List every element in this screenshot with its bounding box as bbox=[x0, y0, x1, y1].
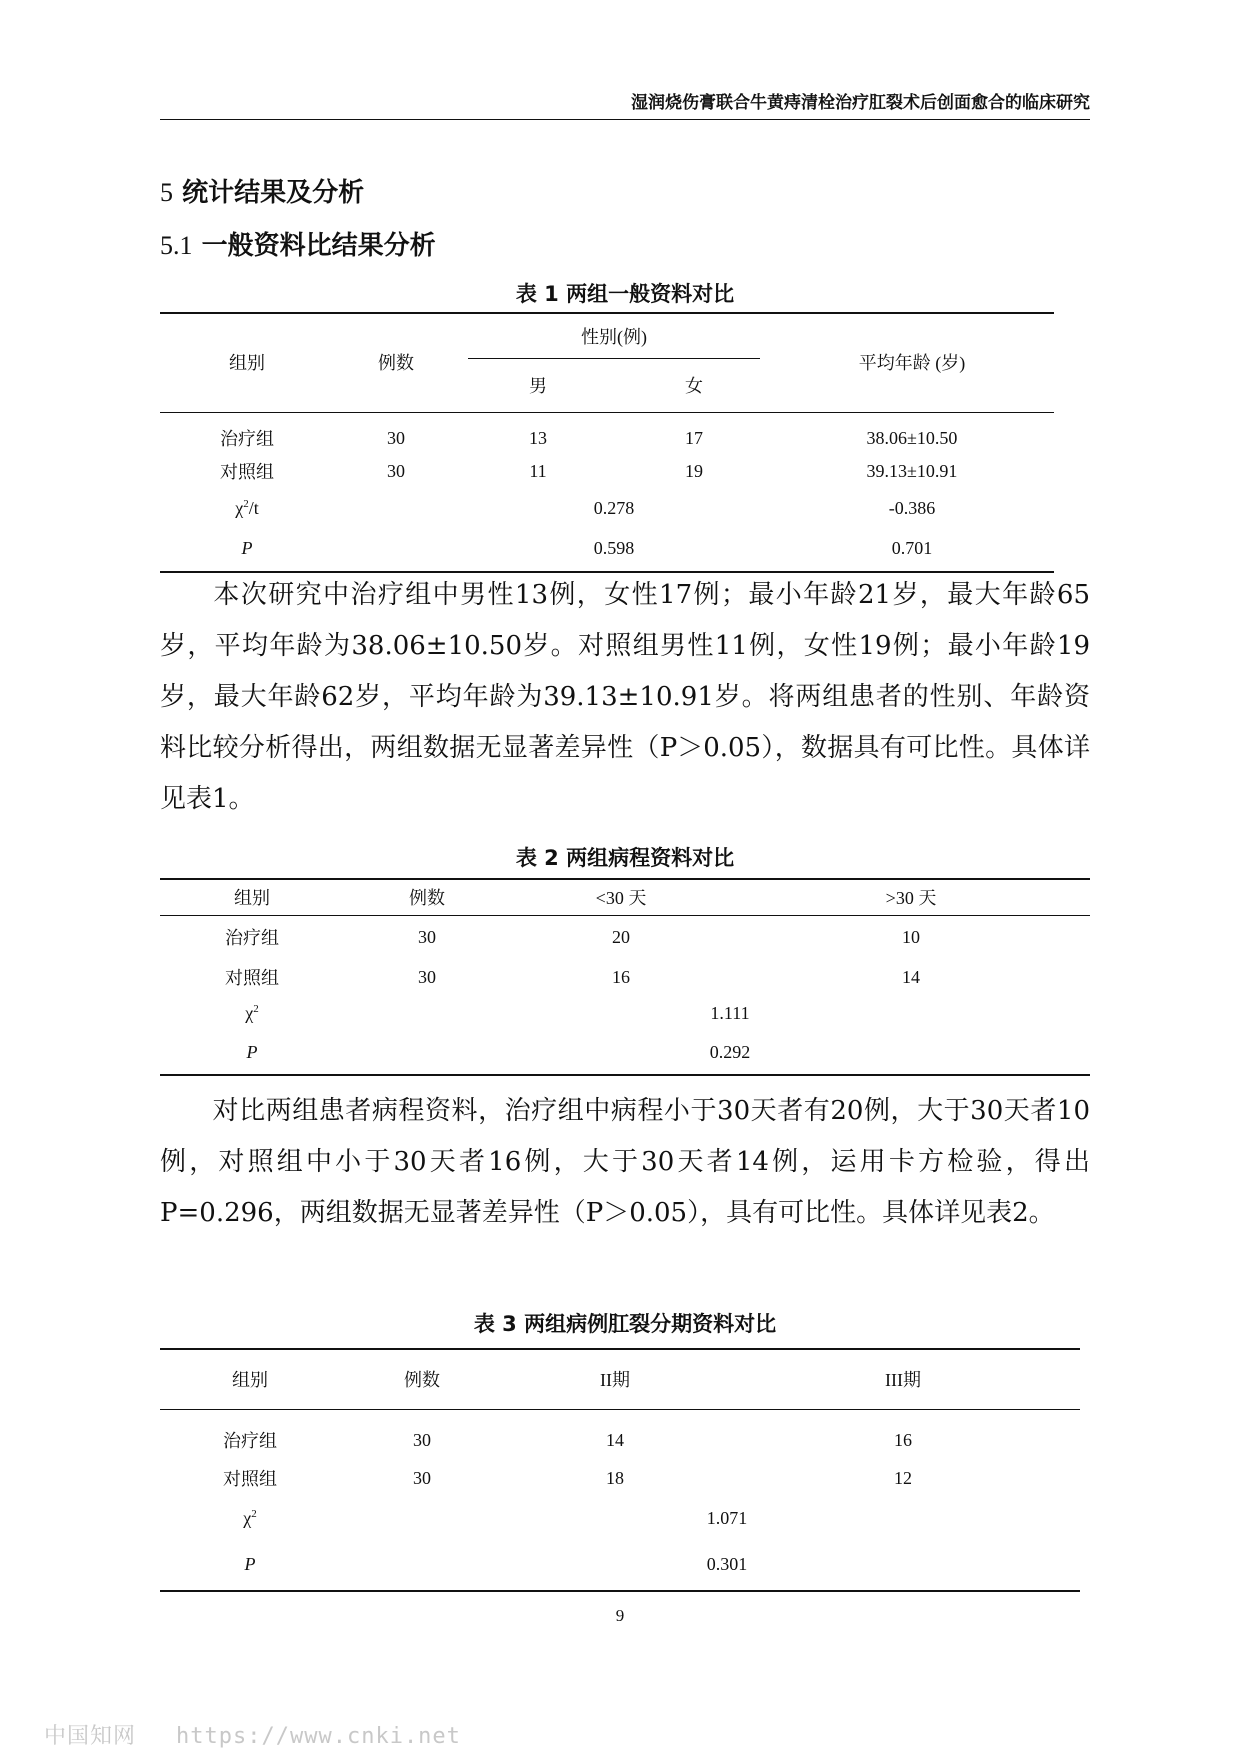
table1-cell: 对照组 bbox=[220, 462, 274, 482]
table3-cell: 对照组 bbox=[223, 1469, 277, 1489]
table1-cell: 13 bbox=[529, 427, 547, 448]
table1-caption: 表 1 两组一般资料对比 bbox=[515, 282, 735, 306]
table2-p-value: 0.292 bbox=[709, 1042, 751, 1062]
table1-stat-sex: 0.278 bbox=[593, 497, 635, 518]
table2-cell: 治疗组 bbox=[225, 928, 279, 949]
page-number: 9 bbox=[615, 1606, 625, 1625]
table3-cell: 18 bbox=[606, 1467, 624, 1488]
table3-header-stage2: II期 bbox=[600, 1370, 630, 1391]
table2-cell: 20 bbox=[612, 926, 630, 947]
section-title: 统计结果及分析 bbox=[182, 178, 365, 208]
table1-cell: 39.13±10.91 bbox=[866, 460, 958, 481]
table1-p-age: 0.701 bbox=[891, 538, 933, 558]
p-label: P bbox=[244, 1554, 256, 1574]
table3 bbox=[160, 1348, 1080, 1592]
table1-header-sex bbox=[458, 313, 770, 361]
stat-superscript: 2 bbox=[253, 1002, 259, 1015]
table1-cell: 38.06±10.50 bbox=[866, 427, 958, 448]
running-header: 湿润烧伤膏联合牛黄痔清栓治疗肛裂术后创面愈合的临床研究 bbox=[160, 88, 1090, 120]
table2-cell: 30 bbox=[418, 966, 436, 987]
table-row bbox=[160, 995, 1090, 1031]
paragraph-1-text: 本次研究中治疗组中男性13例，女性17例；最小年龄21岁，最大年龄65岁，平均年龄为38.06±10.50岁。对照组男性11例，女性19例；最小年龄19岁，最大年龄62岁，平均年龄为39.13±10.91岁。将两组患者的性别、年龄资料比较分析得出，两组数据无显著差异性（P＞0.05），数据具有可比性。具体详见表1。 bbox=[160, 580, 1090, 814]
table2-stat-value: 1.111 bbox=[710, 1002, 750, 1023]
table1-cell: 治疗组 bbox=[220, 429, 274, 450]
chi-symbol: χ bbox=[235, 497, 244, 518]
table3-stat-label bbox=[160, 1497, 340, 1539]
section-heading bbox=[160, 172, 364, 209]
table-row bbox=[160, 915, 1090, 959]
table3-cell: 12 bbox=[894, 1467, 912, 1488]
table-row bbox=[160, 959, 1090, 995]
table1-p-sex: 0.598 bbox=[593, 538, 635, 558]
stat-superscript: 2 bbox=[243, 497, 249, 510]
paragraph-2-text: 对比两组患者病程资料，治疗组中病程小于30天者有20例，大于30天者10例，对照组中小于30天者16例，大于30天者14例，运用卡方检验，得出P=0.296，两组数据无显著差异性（P＞0.05），具有可比性。具体详见表2。 bbox=[160, 1096, 1090, 1228]
p-label: P bbox=[246, 1042, 258, 1062]
table1-header-sex-label: 性别(例) bbox=[468, 317, 760, 359]
watermark bbox=[44, 1719, 501, 1750]
table1-header-group: 组别 bbox=[229, 352, 265, 373]
table2-header-gt: >30 天 bbox=[885, 888, 937, 909]
table1 bbox=[160, 312, 1054, 573]
table3-caption: 表 3 两组病例肛裂分期资料对比 bbox=[473, 1312, 777, 1336]
subsection-number: 5.1 bbox=[160, 231, 193, 260]
paragraph-1 bbox=[160, 570, 1090, 825]
table2-cell: 14 bbox=[902, 966, 920, 987]
table-row bbox=[160, 1409, 1080, 1459]
table1-cell: 17 bbox=[685, 427, 703, 448]
table2-cell: 16 bbox=[612, 966, 630, 987]
table3-header-stage3: III期 bbox=[885, 1370, 921, 1391]
table1-cell: 30 bbox=[387, 460, 405, 481]
table3-stat-value: 1.071 bbox=[706, 1507, 748, 1528]
table2-cell: 对照组 bbox=[225, 968, 279, 988]
table-row bbox=[160, 412, 1054, 452]
table1-header-male: 男 bbox=[529, 376, 547, 396]
table2-caption: 表 2 两组病程资料对比 bbox=[515, 846, 735, 870]
table2 bbox=[160, 878, 1090, 1076]
table2-header-group: 组别 bbox=[234, 888, 270, 909]
table2-cell: 10 bbox=[902, 926, 920, 947]
watermark-url: https://www.cnki.net bbox=[176, 1724, 461, 1749]
table2-stat-label bbox=[160, 995, 344, 1031]
chi-symbol: χ bbox=[243, 1507, 252, 1528]
p-label: P bbox=[241, 538, 253, 558]
section-number: 5 bbox=[160, 178, 173, 207]
table1-header-age: 平均年龄 (岁) bbox=[858, 352, 966, 373]
stat-superscript: 2 bbox=[251, 1507, 257, 1520]
table3-header-count: 例数 bbox=[404, 1370, 440, 1391]
table3-cell: 治疗组 bbox=[223, 1431, 277, 1452]
table2-header-count: 例数 bbox=[409, 888, 445, 909]
subsection-title: 一般资料比结果分析 bbox=[201, 231, 436, 261]
paragraph-2 bbox=[160, 1086, 1090, 1239]
table3-p-value: 0.301 bbox=[706, 1554, 748, 1574]
table-row bbox=[160, 452, 1054, 490]
table3-cell: 16 bbox=[894, 1429, 912, 1450]
table-row bbox=[160, 1031, 1090, 1075]
table1-cell: 30 bbox=[387, 427, 405, 448]
table-row bbox=[160, 1459, 1080, 1497]
table1-stat-label bbox=[160, 490, 334, 526]
stat-suffix: /t bbox=[248, 497, 259, 518]
table3-cell: 30 bbox=[413, 1467, 431, 1488]
table-row bbox=[160, 490, 1054, 526]
table1-header-female: 女 bbox=[685, 376, 703, 396]
table3-header-group: 组别 bbox=[232, 1370, 268, 1391]
table1-header-count: 例数 bbox=[378, 352, 414, 373]
table-row bbox=[160, 526, 1054, 572]
table3-cell: 14 bbox=[606, 1429, 624, 1450]
table2-cell: 30 bbox=[418, 926, 436, 947]
table-row bbox=[160, 1539, 1080, 1591]
table1-cell: 19 bbox=[685, 460, 703, 481]
table2-header-lt: <30 天 bbox=[595, 888, 647, 909]
chi-symbol: χ bbox=[245, 1002, 254, 1023]
table1-stat-age: -0.386 bbox=[888, 497, 936, 518]
watermark-brand: 中国知网 bbox=[44, 1724, 137, 1749]
table-row bbox=[160, 1497, 1080, 1539]
subsection-heading bbox=[160, 225, 436, 262]
table3-cell: 30 bbox=[413, 1429, 431, 1450]
table1-cell: 11 bbox=[529, 460, 547, 481]
